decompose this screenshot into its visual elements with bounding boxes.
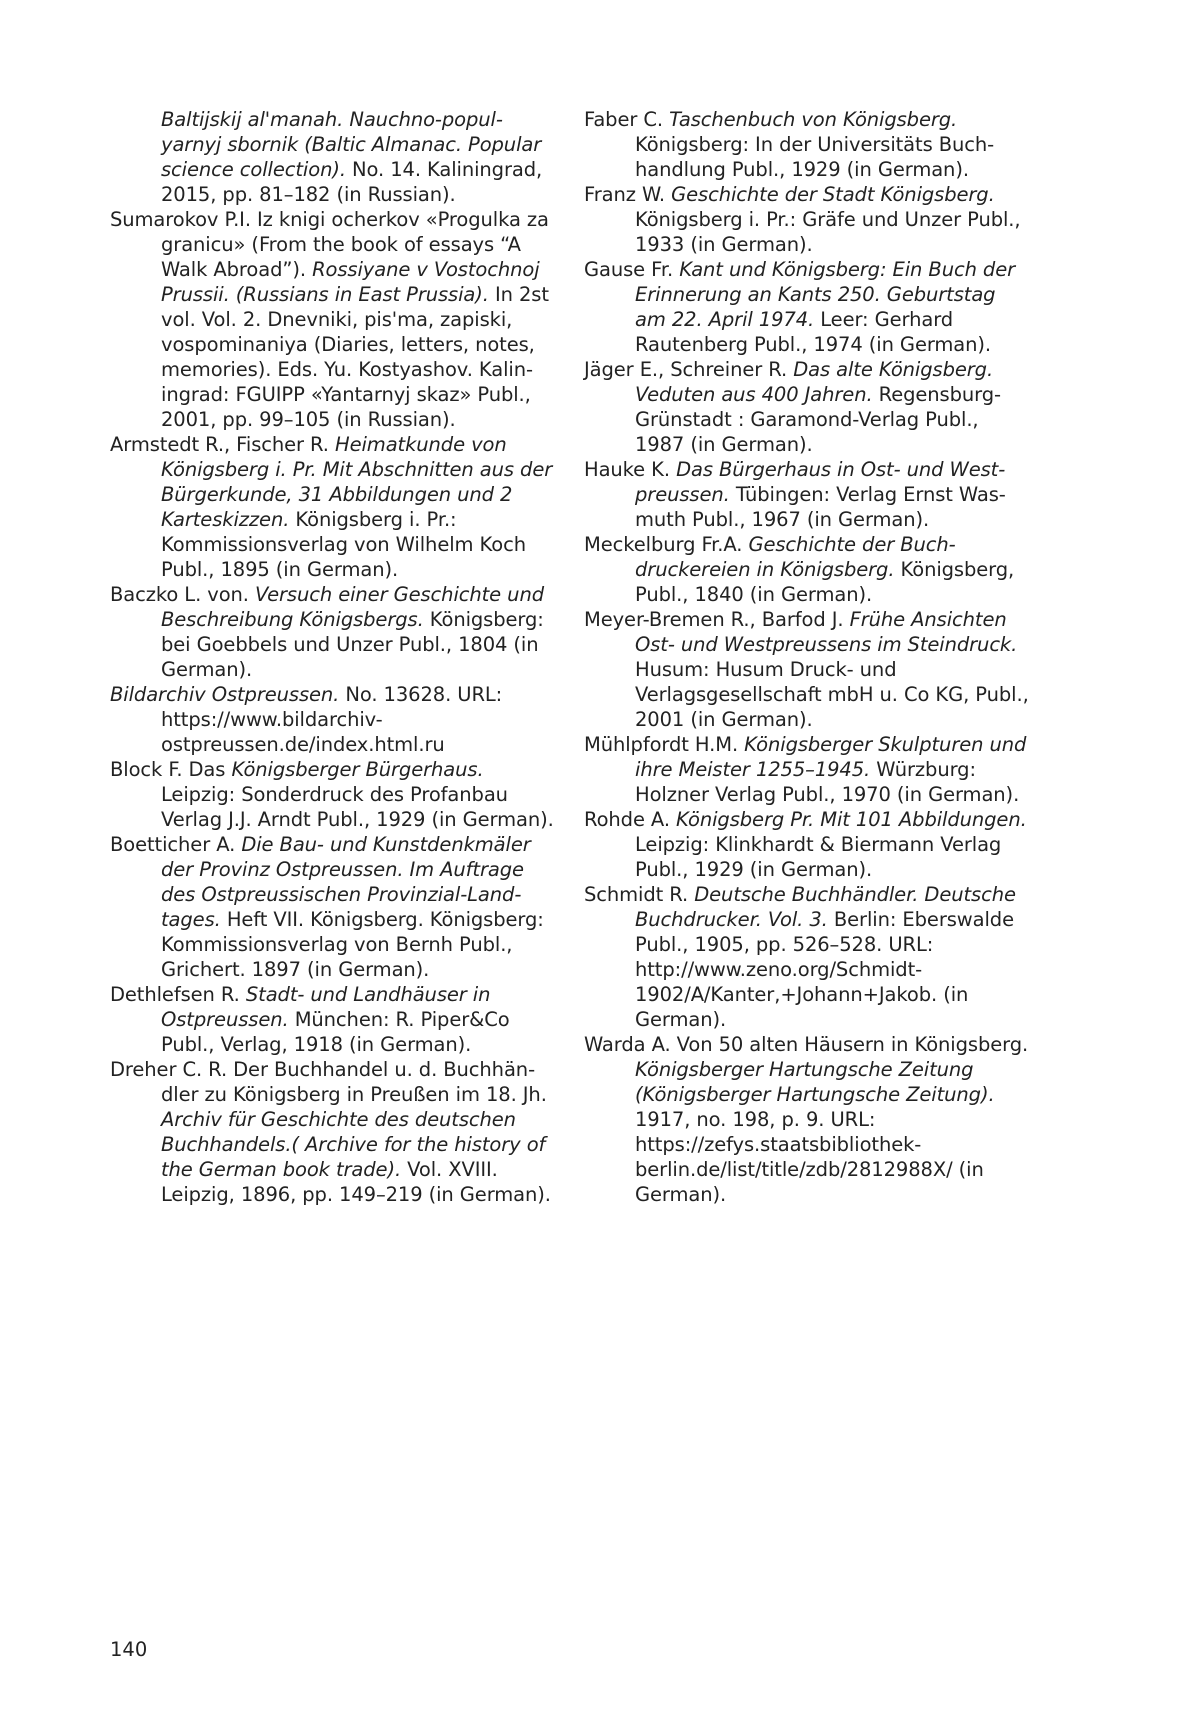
reference-title-italic: Das alte Königsberg. Veduten aus 400 Jahren. (635, 358, 994, 406)
reference-title-italic: Rossiyane v Vostochnoj Prussii. (Russians in East Prussia). (161, 258, 540, 306)
reference-text: Gause Fr. (584, 258, 680, 281)
reference-text: Meyer-Bremen R., Barfod J. (584, 608, 850, 631)
reference-text: Warda A. Von 50 alten Häusern in Königsberg. (584, 1033, 1029, 1056)
reference-entry (584, 607, 1030, 732)
references-right-column (584, 107, 1030, 1207)
reference-title-italic: Baltijskij al'manah. Nauchno-populyarnyj sbornik (Baltic Almanac. Popular science collection). (161, 108, 542, 181)
reference-entry (110, 832, 556, 982)
reference-title-italic: Das Bürgerhaus in Ost- und Westpreussen. (635, 458, 1006, 506)
reference-text: Boetticher A. (110, 833, 242, 856)
reference-entry (110, 757, 556, 832)
reference-text: Würzburg: Holzner Verlag Publ., 1970 (in German). (635, 758, 1020, 806)
reference-text: Regensburg-Grünstadt : Garamond-Verlag Publ., 1987 (in German). (635, 383, 1001, 456)
reference-text: Schmidt R. (584, 883, 695, 906)
reference-text: 1917, no. 198, p. 9. URL: https://zefys.staatsbibliothek-berlin.de/list/title/zdb/2812988X/ (in German). (635, 1108, 984, 1206)
reference-title-italic: Königsberger Skulpturen und ihre Meister 1255–1945. (635, 733, 1027, 781)
reference-text: Königsberg i. Pr.: Gräfe und Unzer Publ., 1933 (in German). (635, 208, 1021, 256)
reference-entry (110, 207, 556, 432)
reference-entry (110, 432, 556, 582)
reference-entry (584, 807, 1030, 882)
reference-title-italic: Königsberg Pr. Mit 101 Abbildungen. (676, 808, 1027, 831)
reference-text: Dreher C. R. Der Buchhandel u. d. Buchhändler zu Königsberg in Preußen im 18. Jh. (110, 1058, 547, 1106)
reference-text: Block F. Das (110, 758, 232, 781)
reference-text: In 2st vol. Vol. 2. Dnevniki, pis'ma, zapiski, vospominaniya (Diaries, letters, notes, memories). Eds. Yu. Kostyashov. Kaliningrad: FGUIPP «Yantarnyj skaz» Publ., 2001, pp. 99–105 (in Russian). (161, 283, 549, 431)
reference-text: Baczko L. von. (110, 583, 255, 606)
reference-title-italic: Taschenbuch von Königsberg. (669, 108, 958, 131)
reference-title-italic: Königsberger Hartungsche Zeitung (Königsberger Hartungsche Zeitung). (635, 1058, 995, 1106)
reference-entry (584, 107, 1030, 182)
reference-text: Heft VII. Königsberg. Königsberg: Kommissionsverlag von Bernh Publ., Grichert. 1897 (in German). (161, 908, 544, 981)
reference-text: Husum: Husum Druck- und Verlagsgesellschaft mbH u. Co KG, Publ., 2001 (in German). (635, 658, 1029, 731)
reference-text: Dethlefsen R. (110, 983, 246, 1006)
reference-text: Franz W. (584, 183, 672, 206)
reference-entry (584, 257, 1030, 357)
reference-title-italic: Die Bau- und Kunstdenkmäler der Provinz Ostpreussen. Im Auftrage des Ostpreussischen Provinzial-Landtages. (161, 833, 531, 931)
reference-text: Meckelburg Fr.A. (584, 533, 749, 556)
reference-entry (584, 1032, 1030, 1207)
reference-title-italic: Geschichte der Buchdruckereien in Königsberg. (635, 533, 956, 581)
reference-text: Vol. XVIII. Leipzig, 1896, pp. 149–219 (in German). (161, 1158, 551, 1206)
reference-text: Armstedt R., Fischer R. (110, 433, 336, 456)
reference-text: No. 14. Kaliningrad, 2015, pp. 81–182 (in Russian). (161, 158, 543, 206)
reference-entry (584, 182, 1030, 257)
reference-text: Königsberg: In der Universitäts Buchhandlung Publ., 1929 (in German). (635, 133, 995, 181)
reference-text: Königsberg: bei Goebbels und Unzer Publ., 1804 (in German). (161, 608, 544, 681)
reference-text: Mühlpfordt H.M. (584, 733, 745, 756)
reference-text: Leipzig: Klinkhardt & Biermann Verlag Publ., 1929 (in German). (635, 833, 1002, 881)
reference-entry (584, 882, 1030, 1032)
reference-text: Rohde A. (584, 808, 677, 831)
reference-title-italic: Geschichte der Stadt Königsberg. (671, 183, 995, 206)
reference-text: München: R. Piper&Co Publ., Verlag, 1918 (in German). (161, 1008, 510, 1056)
reference-title-italic: Heimatkunde von Königsberg i. Pr. Mit Abschnitten aus der Bürgerkunde, 31 Abbildungen und 2 Karteskizzen. (161, 433, 553, 531)
reference-title-italic: Bildarchiv Ostpreussen. (110, 683, 340, 706)
reference-text: Hauke K. (584, 458, 677, 481)
reference-text: Leer: Gerhard Rautenberg Publ., 1974 (in German). (635, 308, 992, 356)
reference-entry (110, 982, 556, 1057)
references-left-column (110, 107, 556, 1207)
reference-entry (110, 1057, 556, 1207)
reference-title-italic: Kant und Königsberg: Ein Buch der Erinnerung an Kants 250. Geburtstag am 22. April 1974. (635, 258, 1016, 331)
reference-text: Tübingen: Verlag Ernst Wasmuth Publ., 1967 (in German). (635, 483, 1006, 531)
reference-title-italic: Archiv für Geschichte des deutschen Buchhandels.( Archive for the history of the German book trade). (161, 1108, 546, 1181)
reference-text: Berlin: Eberswalde Publ., 1905, pp. 526–528. URL: http://www.zeno.org/Schmidt-1902/A/Kanter,+Johann+Jakob. (in German). (635, 908, 1014, 1031)
reference-text: Sumarokov P.I. Iz knigi ocherkov «Progulka za granicu» (From the book of essays “A Walk Abroad”). (110, 208, 549, 281)
reference-entry (110, 582, 556, 682)
reference-entry (584, 357, 1030, 457)
reference-text: Faber C. (584, 108, 670, 131)
reference-text: No. 13628. URL: https://www.bildarchiv-ostpreussen.de/index.html.ru (161, 683, 503, 756)
reference-title-italic: Versuch einer Geschichte und Beschreibung Königsbergs. (161, 583, 544, 631)
reference-entry (584, 732, 1030, 807)
page-number: 140 (110, 1638, 148, 1661)
reference-text: Königsberg i. Pr.: Kommissionsverlag von Wilhelm Koch Publ., 1895 (in German). (161, 508, 526, 581)
reference-text: Jäger E., Schreiner R. (584, 358, 794, 381)
reference-title-italic: Stadt- und Landhäuser in Ostpreussen. (161, 983, 491, 1031)
reference-entry (110, 682, 556, 757)
reference-entry (584, 457, 1030, 532)
reference-entry (584, 532, 1030, 607)
reference-text: Königsberg, Publ., 1840 (in German). (635, 558, 1015, 606)
reference-title-italic: Deutsche Buchhändler. Deutsche Buchdrucker. Vol. 3. (635, 883, 1016, 931)
reference-text: Leipzig: Sonderdruck des Profanbau Verlag J.J. Arndt Publ., 1929 (in German). (161, 783, 554, 831)
reference-title-italic: Königsberger Bürgerhaus. (231, 758, 484, 781)
reference-entry (110, 107, 556, 207)
reference-title-italic: Frühe Ansichten Ost- und Westpreussens im Steindruck. (635, 608, 1018, 656)
